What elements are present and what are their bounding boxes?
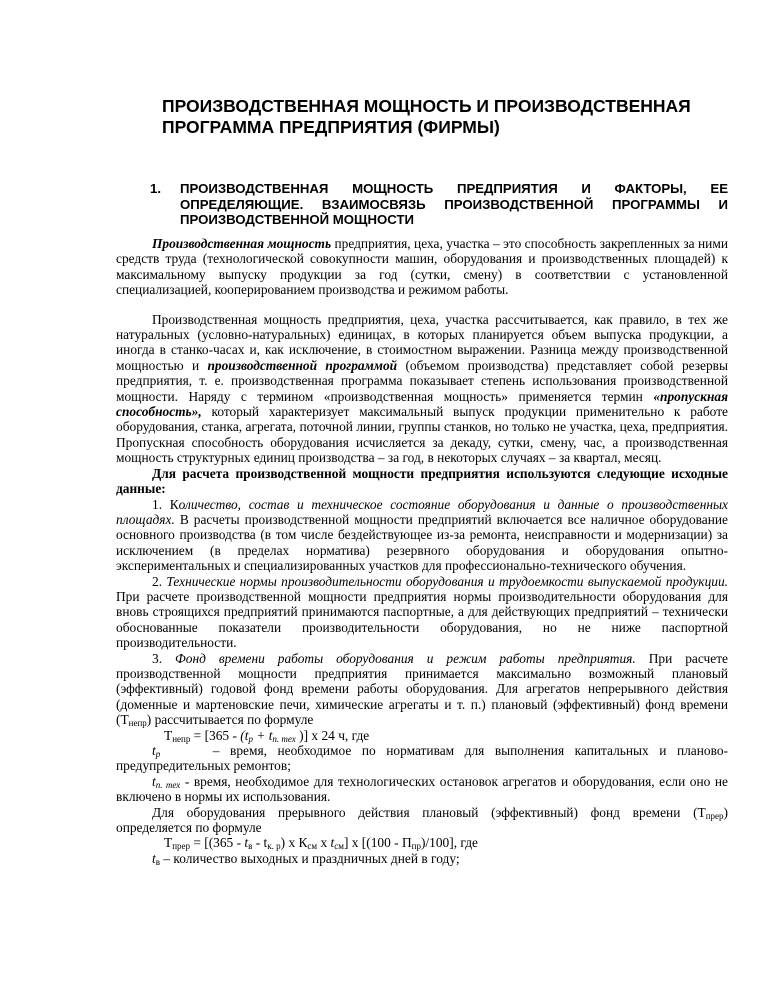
definition-text: – количество выходных и праздничных дней в году; — [159, 850, 460, 866]
formula-continuous — [116, 728, 728, 743]
list-item-1 — [116, 497, 728, 574]
formula-text: х — [317, 835, 331, 851]
subscript: см — [334, 841, 344, 852]
document-body — [116, 236, 728, 866]
formula-text: ] х [(100 - П — [343, 835, 412, 851]
subscript: непр — [172, 733, 191, 744]
subscript: п. тех — [272, 733, 296, 744]
definition-text: – время, необходимое по нормативам для выполнения капитальных и планово-предупредительных ремонтов; — [116, 743, 728, 774]
paragraph-text: Для оборудования прерывного действия плановый (эффективный) фонд времени (Т — [152, 804, 706, 820]
definition-text: - время, необходимое для технологических остановок агрегатов и оборудования, если оно не включено в нормы их использования. — [116, 773, 728, 805]
term-throughput: «пропускная способность», — [116, 388, 728, 420]
formula-symbol: Т — [164, 727, 173, 743]
subscript: непр — [128, 718, 147, 729]
formula-symbol: t — [152, 743, 156, 758]
term-production-capacity: Производственная мощность — [152, 236, 332, 251]
paragraph-text: предприятия, цеха, участка – это способность закрепленных за ними средств труда (технологической совокупности машин, оборудования и производственных площадей) к максимальному выпуску продукции за год (сутки, смену) в соответствии с установленной специализацией, кооперированием производства и режимом работы. — [116, 236, 728, 298]
definition-tv — [116, 851, 728, 866]
formula-text: )] х 24 ч, где — [295, 727, 370, 743]
list-item-3 — [116, 651, 728, 728]
formula-symbol: t — [152, 773, 156, 789]
subscript: к. р — [267, 841, 281, 852]
item-heading: Фонд времени работы оборудования и режим работы предприятия. — [162, 650, 636, 666]
subscript: р — [155, 749, 161, 759]
subscript: р — [248, 733, 253, 744]
subscript: см — [307, 841, 318, 852]
paragraph-text: (объемом производства) представляет собой резервы предприятия, т. е. производственная программа показывает степень использования производственной мощности. Наряду с термином «производственная мощность» применяется термин — [116, 357, 728, 404]
section-heading-text: ПРОИЗВОДСТВЕННАЯ МОЩНОСТЬ ПРЕДПРИЯТИЯ И ФАКТОРЫ, ЕЕ ОПРЕДЕЛЯЮЩИЕ. ВЗАИМОСВЯЗЬ ПРОИЗВОДСТВЕННОЙ ПРОГРАММЫ И ПРОИЗВОДСТВЕННОЙ МОЩНОСТИ — [180, 181, 728, 228]
paragraph-text: ) определяется по формуле — [116, 804, 728, 836]
document-title: ПРОИЗВОДСТВЕННАЯ МОЩНОСТЬ И ПРОИЗВОДСТВЕННАЯ ПРОГРАММА ПРЕДПРИЯТИЯ (ФИРМЫ) — [162, 96, 691, 137]
formula-text: - t — [252, 835, 268, 851]
subscript: прер — [172, 841, 190, 852]
paragraph-capacity-calculation — [116, 312, 728, 466]
formula-text: ) х К — [280, 835, 308, 851]
formula-text: )/100], где — [420, 835, 478, 851]
bold-heading: Для расчета производственной мощности предприятия используются следующие исходные данные: — [116, 465, 728, 497]
definition-ttech — [116, 774, 728, 805]
formula-text: = [(365 - — [190, 835, 245, 851]
subscript: прер — [705, 810, 724, 821]
paragraph-source-data — [116, 466, 728, 497]
subscript: п. тех — [155, 779, 181, 790]
list-item-2 — [116, 574, 728, 651]
definition-tp — [116, 743, 728, 774]
subscript: в — [248, 841, 253, 852]
term-production-program: производственной программой — [207, 357, 398, 373]
formula-symbol: (t — [240, 727, 249, 743]
formula-symbol: Т — [164, 835, 173, 851]
paragraph-text: который характеризует максимальный выпуск продукции применительно к работе оборудования, станка, агрегата, поточной линии, группы станков, но только не участка, цеха, предприятия. Пропускная способность оборудования исчисляется за декаду, сутки, смену, час, а производственная мощность структурных единиц производства – за год, в некоторых случаях – за квартал, месяц. — [116, 404, 728, 466]
formula-symbol: + t — [252, 727, 273, 743]
paragraph-definition — [116, 236, 728, 298]
item-number: 2. — [152, 573, 163, 589]
formula-discontinuous — [116, 835, 728, 850]
formula-symbol: t — [244, 835, 249, 851]
section-heading — [150, 181, 728, 228]
item-text: При расчете производственной мощности предприятия нормы производительности оборудования для вновь строящихся предприятий принимаются паспортные, а для действующих предприятий – технически обоснованные показатели производительности оборудования, но не ниже паспортной производительности. — [116, 588, 728, 651]
paragraph-discontinuous — [116, 805, 728, 836]
subscript: в — [155, 856, 160, 867]
formula-symbol: t — [330, 835, 335, 851]
item-number: 1. К — [152, 496, 179, 512]
paragraph-text: Производственная мощность предприятия, цеха, участка рассчитывается, как правило, в тех же натуральных (условно-натуральных) единицах, в которых планируется объем выпуска продукции, а иногда в станко-часах и, как исключение, в стоимостном выражении. Разница между производственной мощностью и — [116, 311, 728, 373]
item-text: При расчете производственной мощности предприятия принимается максимально возможный плановый (эффективный) годовой фонд времени работы оборудования. Для агрегатов непрерывного действия (доменные и мартеновские печи, химические агрегаты и т. п.) плановый (эффективный) фонд времени (Т — [116, 650, 728, 728]
item-heading: Технические нормы производительности оборудования и трудоемкости выпускаемой продукции. — [162, 573, 728, 589]
item-heading: оличество, состав и техническое состояние оборудования и данные о производственных площадях. — [116, 496, 728, 527]
formula-text: = [365 - — [190, 727, 241, 743]
item-text: В расчеты производственной мощности предприятий включается все наличное оборудование основного производства (в том числе бездействующее из-за ремонта, неисправности и модернизации) за исключением (в пределах норматива) резервного оборудования и оборудования опытно-экспериментальных и специализированных участков для профессионально-технического обучения. — [116, 511, 728, 574]
item-number: 3. — [152, 650, 163, 666]
subscript: пр — [411, 841, 421, 852]
section-number: 1. — [150, 181, 161, 196]
formula-symbol: t — [152, 850, 156, 866]
item-text: ) рассчитывается по формуле — [146, 712, 314, 728]
